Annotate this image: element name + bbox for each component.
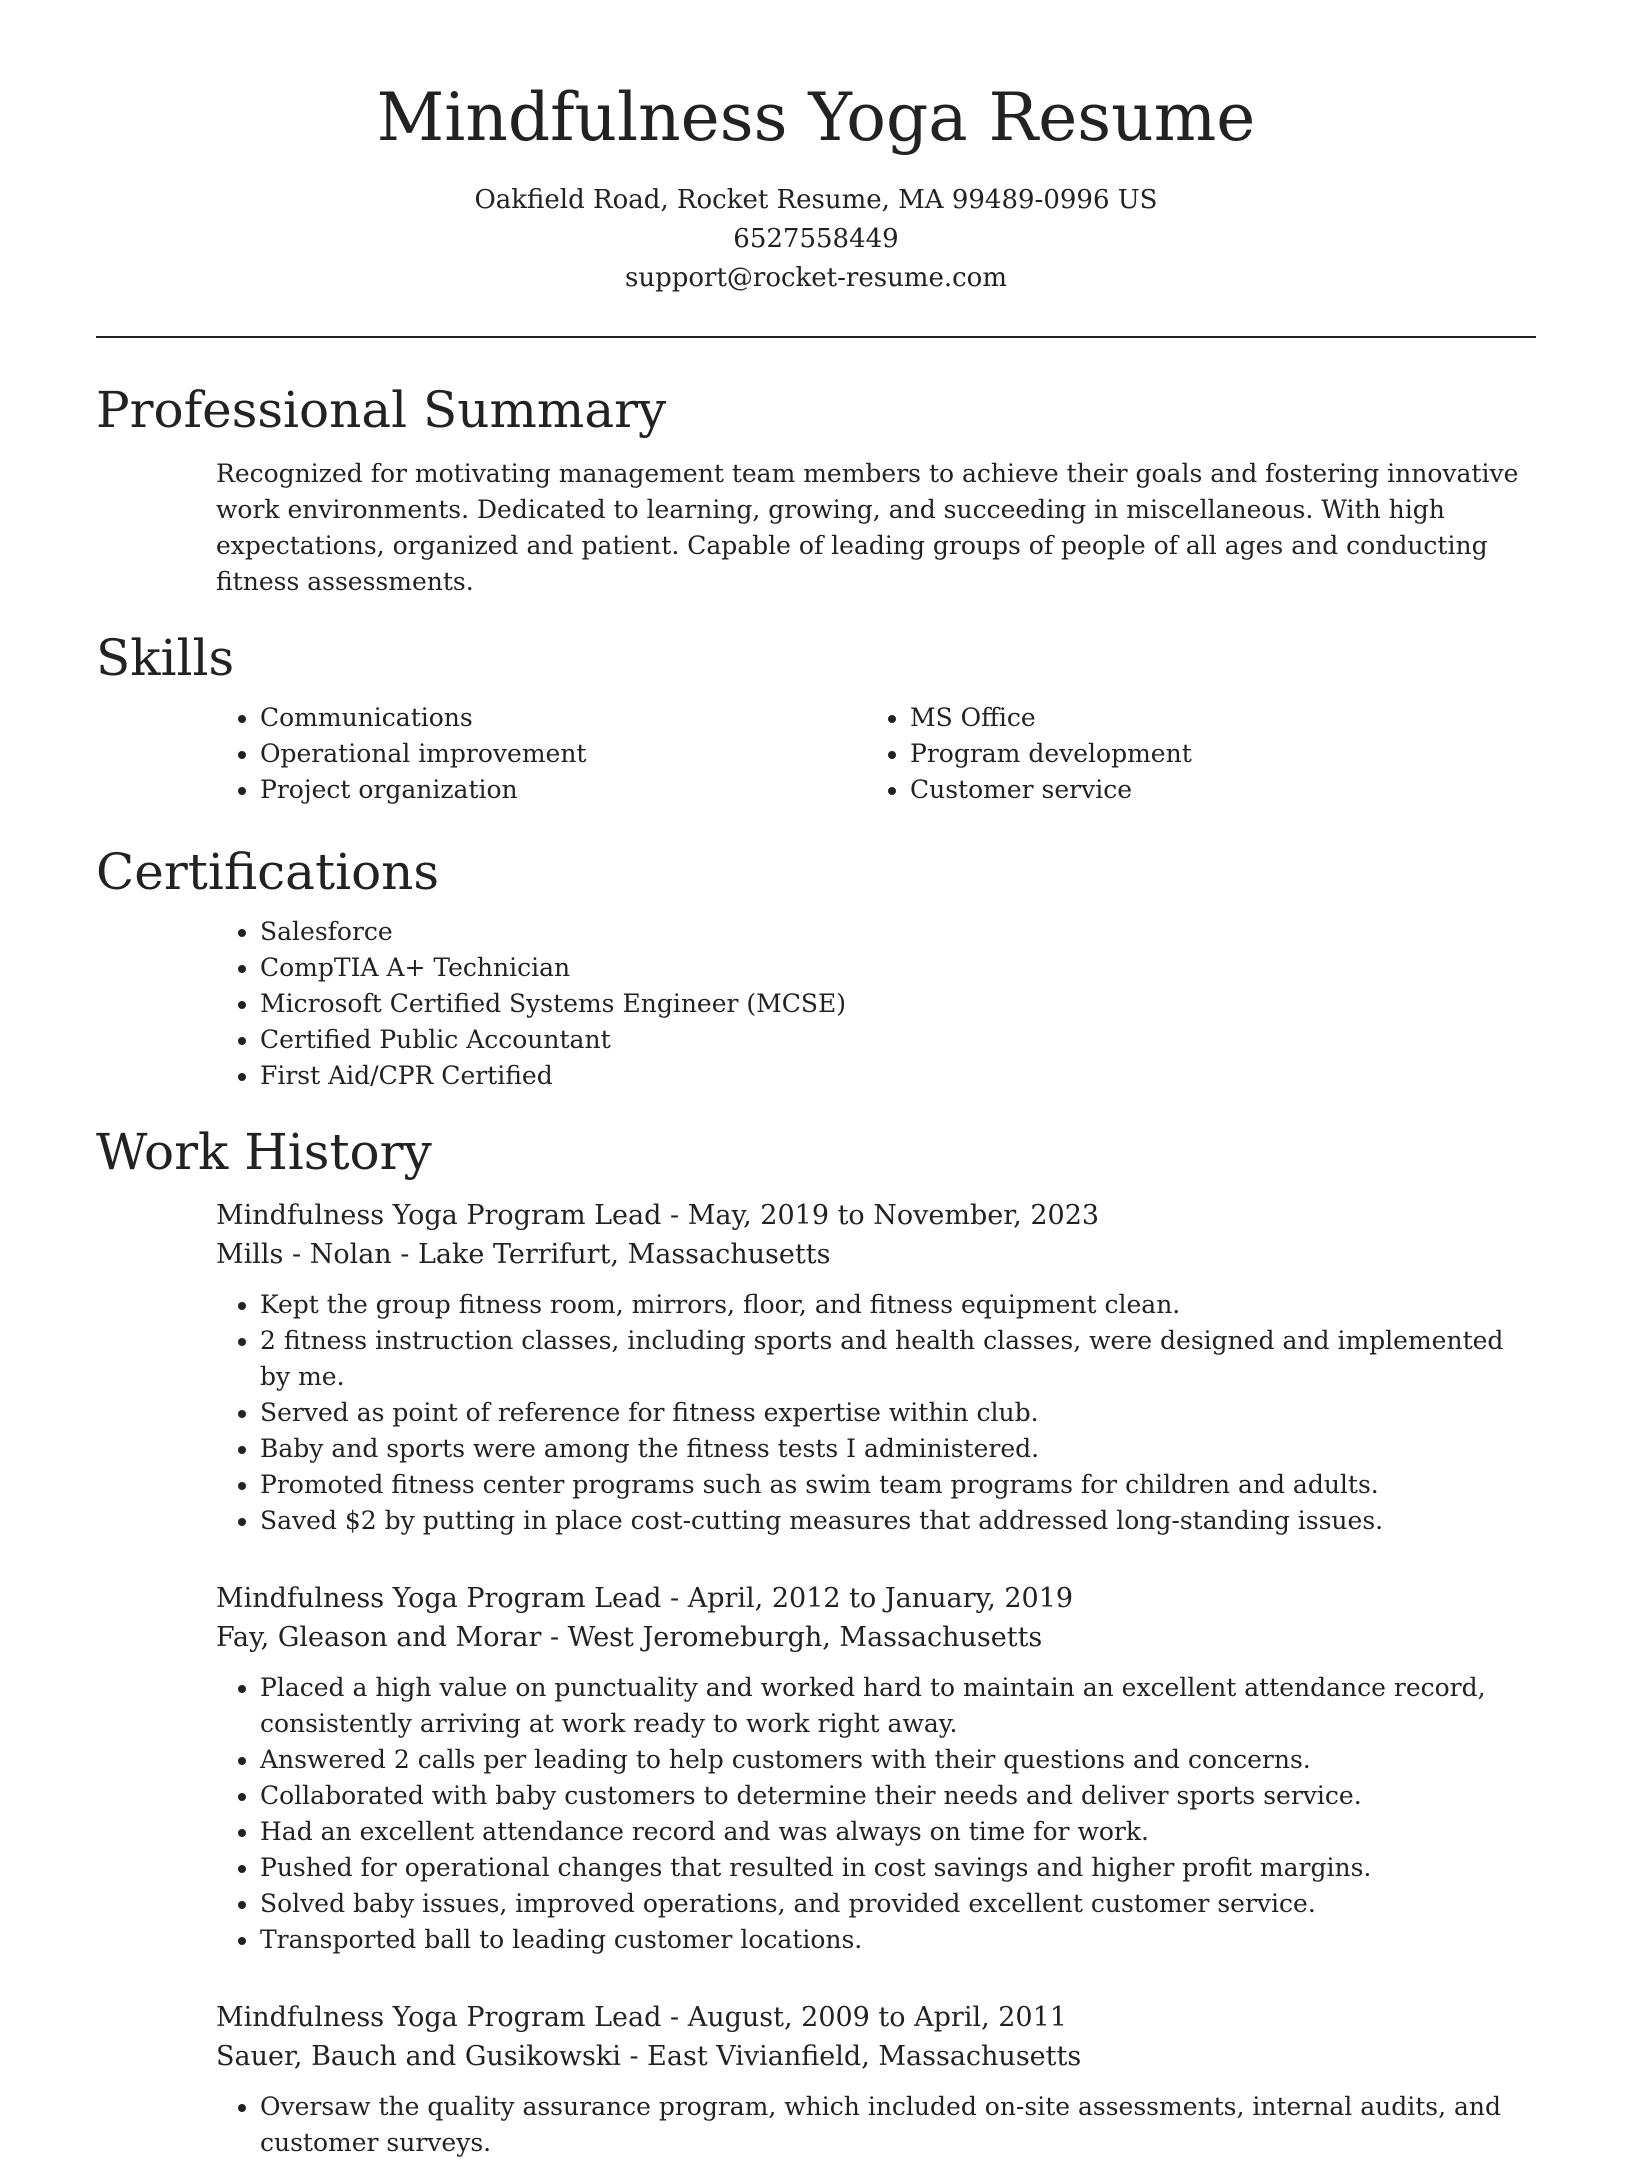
resume-header	[96, 0, 1536, 298]
job-bullet: • Answered 2 calls per leading to help customers with their questions and concerns.	[260, 1742, 1536, 1778]
job-title-line	[216, 1196, 1536, 1235]
job-title-line	[216, 1998, 1536, 2037]
job-location: - West Jeromeburgh, Massachusetts	[541, 1621, 1043, 1653]
job-location: - East Vivianfield, Massachusetts	[620, 2040, 1082, 2072]
certification-item: • CompTIA A+ Technician	[260, 950, 1536, 986]
job-entry	[96, 1196, 1536, 1539]
job-bullet: • Collaborated with baby customers to determine their needs and deliver sports service.	[260, 1778, 1536, 1814]
job-bullet: • Placed a high value on punctuality and worked hard to maintain an excellent attendance record, consistently arriving at work ready to work right away.	[260, 1670, 1536, 1742]
job-bullet: • Solved baby issues, improved operations, and provided excellent customer service.	[260, 1886, 1536, 1922]
job-bullet: • Pushed for operational changes that resulted in cost savings and higher profit margins.	[260, 1850, 1536, 1886]
job-bullet: • Promoted fitness center programs such as swim team programs for children and adults.	[260, 1467, 1536, 1503]
skill-item: • Operational improvement	[260, 736, 866, 772]
skill-item: • Program development	[910, 736, 1516, 772]
job-company: Mills - Nolan	[216, 1238, 392, 1270]
job-title-line	[216, 1579, 1536, 1618]
skills-grid	[96, 700, 1536, 808]
job-bullet: • Transported ball to leading customer locations.	[260, 1922, 1536, 1958]
job-bullets	[216, 2089, 1536, 2161]
job-dates: - May, 2019 to November, 2023	[661, 1199, 1100, 1231]
summary-heading: Professional Summary	[96, 380, 667, 439]
job-bullet: • Kept the group fitness room, mirrors, floor, and fitness equipment clean.	[260, 1287, 1536, 1323]
skills-heading: Skills	[96, 628, 235, 687]
contact-phone: 6527558449	[733, 223, 899, 254]
work-history-section	[96, 1122, 1536, 2161]
skill-item: • Customer service	[910, 772, 1516, 808]
certifications-list	[216, 914, 1536, 1094]
skills-section	[96, 628, 1536, 808]
certifications-section	[96, 842, 1536, 1094]
job-title: Mindfulness Yoga Program Lead	[216, 1199, 662, 1231]
skill-item: • Project organization	[260, 772, 866, 808]
certification-item: • Certified Public Accountant	[260, 1022, 1536, 1058]
certification-item: • Microsoft Certified Systems Engineer (MCSE)	[260, 986, 1536, 1022]
job-bullets	[216, 1287, 1536, 1539]
summary-section	[96, 380, 1536, 600]
job-bullet: • Baby and sports were among the fitness tests I administered.	[260, 1431, 1536, 1467]
certifications-heading: Certifications	[96, 842, 440, 901]
header-divider	[96, 336, 1536, 338]
job-dates: - August, 2009 to April, 2011	[661, 2001, 1067, 2033]
job-entry	[96, 1998, 1536, 2161]
skill-item: • MS Office	[910, 700, 1516, 736]
contact-address: Oakfield Road, Rocket Resume, MA 99489-0996 US	[474, 184, 1158, 215]
skills-column-left	[216, 700, 866, 808]
skills-column-right	[866, 700, 1516, 808]
certification-item: • First Aid/CPR Certified	[260, 1058, 1536, 1094]
job-entry	[96, 1579, 1536, 1958]
job-bullet: • 2 fitness instruction classes, including sports and health classes, were designed and implemented by me.	[260, 1323, 1536, 1395]
certification-item: • Salesforce	[260, 914, 1536, 950]
job-bullet: • Oversaw the quality assurance program, which included on-site assessments, internal audits, and customer surveys.	[260, 2089, 1536, 2161]
skills-list-right	[866, 700, 1516, 808]
skills-list-left	[216, 700, 866, 808]
job-title: Mindfulness Yoga Program Lead	[216, 2001, 662, 2033]
job-bullet: • Served as point of reference for fitness expertise within club.	[260, 1395, 1536, 1431]
skill-item: • Communications	[260, 700, 866, 736]
job-company: Sauer, Bauch and Gusikowski	[216, 2040, 621, 2072]
job-company-line	[216, 2037, 1536, 2077]
job-location: - Lake Terrifurt, Massachusetts	[391, 1238, 831, 1270]
job-dates: - April, 2012 to January, 2019	[661, 1582, 1074, 1614]
contact-email: support@rocket-resume.com	[624, 262, 1007, 293]
resume-name: Mindfulness Yoga Resume	[376, 79, 1256, 156]
job-title: Mindfulness Yoga Program Lead	[216, 1582, 662, 1614]
summary-text: Recognized for motivating management team members to achieve their goals and fostering innovative work environments. Dedicated to learning, growing, and succeeding in miscellaneous. With high expectations, organized and patient. Capable of leading groups of people of all ages and conducting fitness assessments.	[216, 458, 1519, 596]
job-company-line	[216, 1618, 1536, 1658]
job-bullets	[216, 1670, 1536, 1958]
job-bullet: • Saved $2 by putting in place cost-cutting measures that addressed long-standing issues.	[260, 1503, 1536, 1539]
job-bullet: • Had an excellent attendance record and was always on time for work.	[260, 1814, 1536, 1850]
work-history-heading: Work History	[96, 1122, 432, 1181]
job-company-line	[216, 1235, 1536, 1275]
job-company: Fay, Gleason and Morar	[216, 1621, 542, 1653]
